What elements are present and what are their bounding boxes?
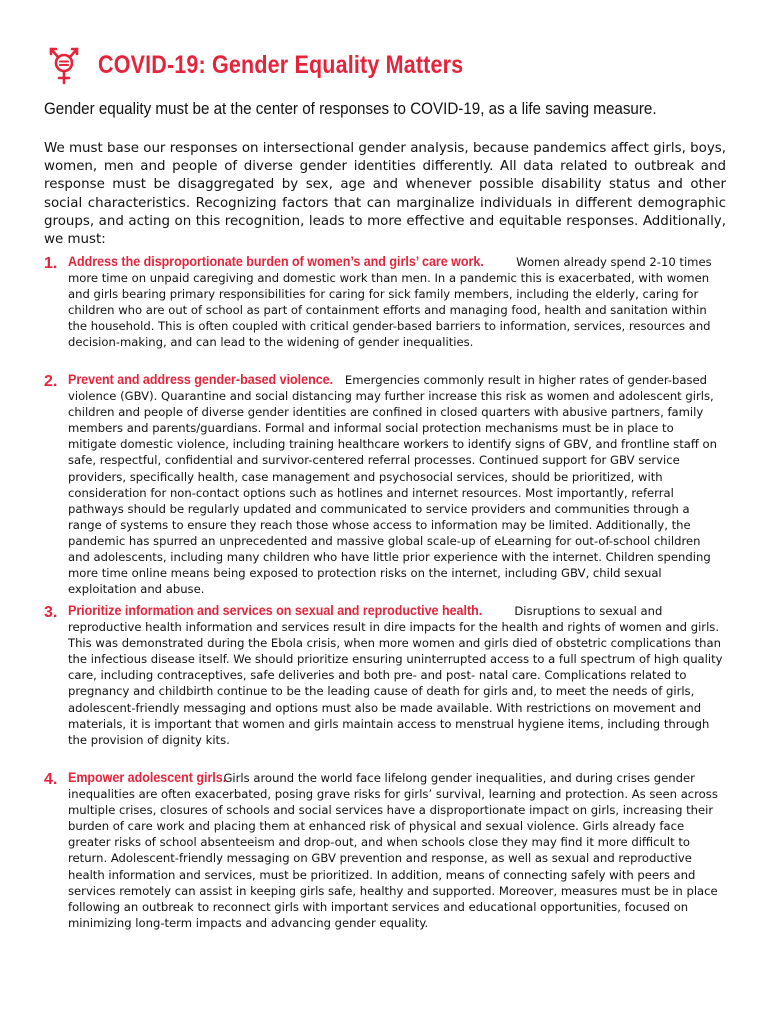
item-text: Emergencies commonly result in higher rates of gender-based violence (GBV). Quarantine and social distancing may further increase this risk as women and adolescent girls, children and people of diverse gender identities are confined in closed quarters with abusive partners, family members and parents/guardians. Formal and informal social protection mechanisms must be in place to mitigate domestic violence, including training healthcare workers to identify signs of GBV, and frontline staff on safe, respectful, confidential and survivor-centered referral processes. Continued support for GBV service providers, specifically health, case management and psychosocial services, should be prioritized, with consideration for non-contact options such as hotlines and internet resources. Most importantly, referral pathways should be regularly updated and communicated to service providers and communities through a range of systems to ensure they reach those whose access to information may be limited. Additionally, the pandemic has spurred an unprecedented and massive global scale-up of eLearning for out-of-school children and adolescents, including many children who have little prior experience with the internet. Children spending more time online means being exposed to protection risks on the internet, including GBV, child sexual exploitation and abuse. (68, 373, 717, 597)
item-body (68, 603, 724, 748)
item-body (68, 770, 724, 931)
subtitle: Gender equality must be at the center of responses to COVID-19, as a life saving measure. (44, 100, 657, 118)
list-item (44, 603, 724, 748)
item-body (68, 372, 724, 597)
item-text: Girls around the world face lifelong gender inequalities, and during crises gender inequalities are often exacerbated, posing grave risks for girls’ survival, learning and protection. As seen across multiple crises, closures of schools and social services have a disproportionate impact on girls, increasing their burden of care work and placing them at enhanced risk of physical and sexual violence. Girls already face greater risks of school absenteeism and drop-out, and when schools close they may find it more difficult to return. Adolescent-friendly messaging on GBV prevention and response, as well as sexual and reproductive health information and services, must be prioritized. In addition, means of connecting safely with peers and services remotely can assist in keeping girls safe, healthy and supported. Moreover, measures must be in place following an outbreak to reconnect girls with important services and educational opportunities, focused on minimizing long-term impacts and advancing gender equality. (68, 771, 718, 930)
list-item (44, 254, 724, 351)
item-number: 2. (44, 373, 58, 390)
gender-equality-icon (48, 45, 80, 85)
intro-paragraph: We must base our responses on intersectional gender analysis, because pandemics affect girls, boys, women, men and people of diverse gender identities differently. All data related to outbreak and response must be disaggregated by sex, age and whenever possible disability status and other social characteristics. Recognizing factors that can marginalize individuals in different demographic groups, and acting on this recognition, leads to more effective and equitable responses. Additionally, we must: (44, 141, 726, 248)
item-heading: Empower adolescent girls. (68, 770, 227, 786)
item-number: 1. (44, 255, 58, 272)
item-heading: Prevent and address gender-based violence. (68, 372, 334, 388)
list-item (44, 770, 724, 931)
item-heading: Prioritize information and services on sexual and reproductive health. (68, 603, 483, 619)
page-title: COVID-19: Gender Equality Matters (98, 50, 464, 79)
item-number: 4. (44, 771, 58, 788)
item-heading: Address the disproportionate burden of women’s and girls’ care work. (68, 254, 484, 270)
item-text: Women already spend 2-10 times more time on unpaid caregiving and domestic work than men. In a pandemic this is exacerbated, with women and girls bearing primary responsibilities for caring for sick family members, including the elderly, caring for children who are out of school as part of containment efforts and managing food, health and sanitation within the household. This is often coupled with critical gender-based barriers to information, services, resources and decision-making, and can lead to the widening of gender inequalities. (68, 255, 712, 350)
item-body (68, 254, 724, 351)
item-number: 3. (44, 604, 58, 621)
header (48, 44, 523, 86)
list-item (44, 372, 724, 597)
item-text: Disruptions to sexual and reproductive health information and services result in dire impacts for the health and rights of women and girls. This was demonstrated during the Ebola crisis, when more women and girls died of obstetric complications than the infectious disease itself. We should prioritize ensuring uninterrupted access to a full spectrum of high quality care, including contraceptives, safe deliveries and both pre- and post- natal care. Complications related to pregnancy and childbirth continue to be the leading cause of death for girls and, to meet the needs of girls, adolescent-friendly messaging and options must also be made available. With restrictions on movement and materials, it is important that women and girls maintain access to menstrual hygiene items, including through the provision of dignity kits. (68, 604, 723, 747)
